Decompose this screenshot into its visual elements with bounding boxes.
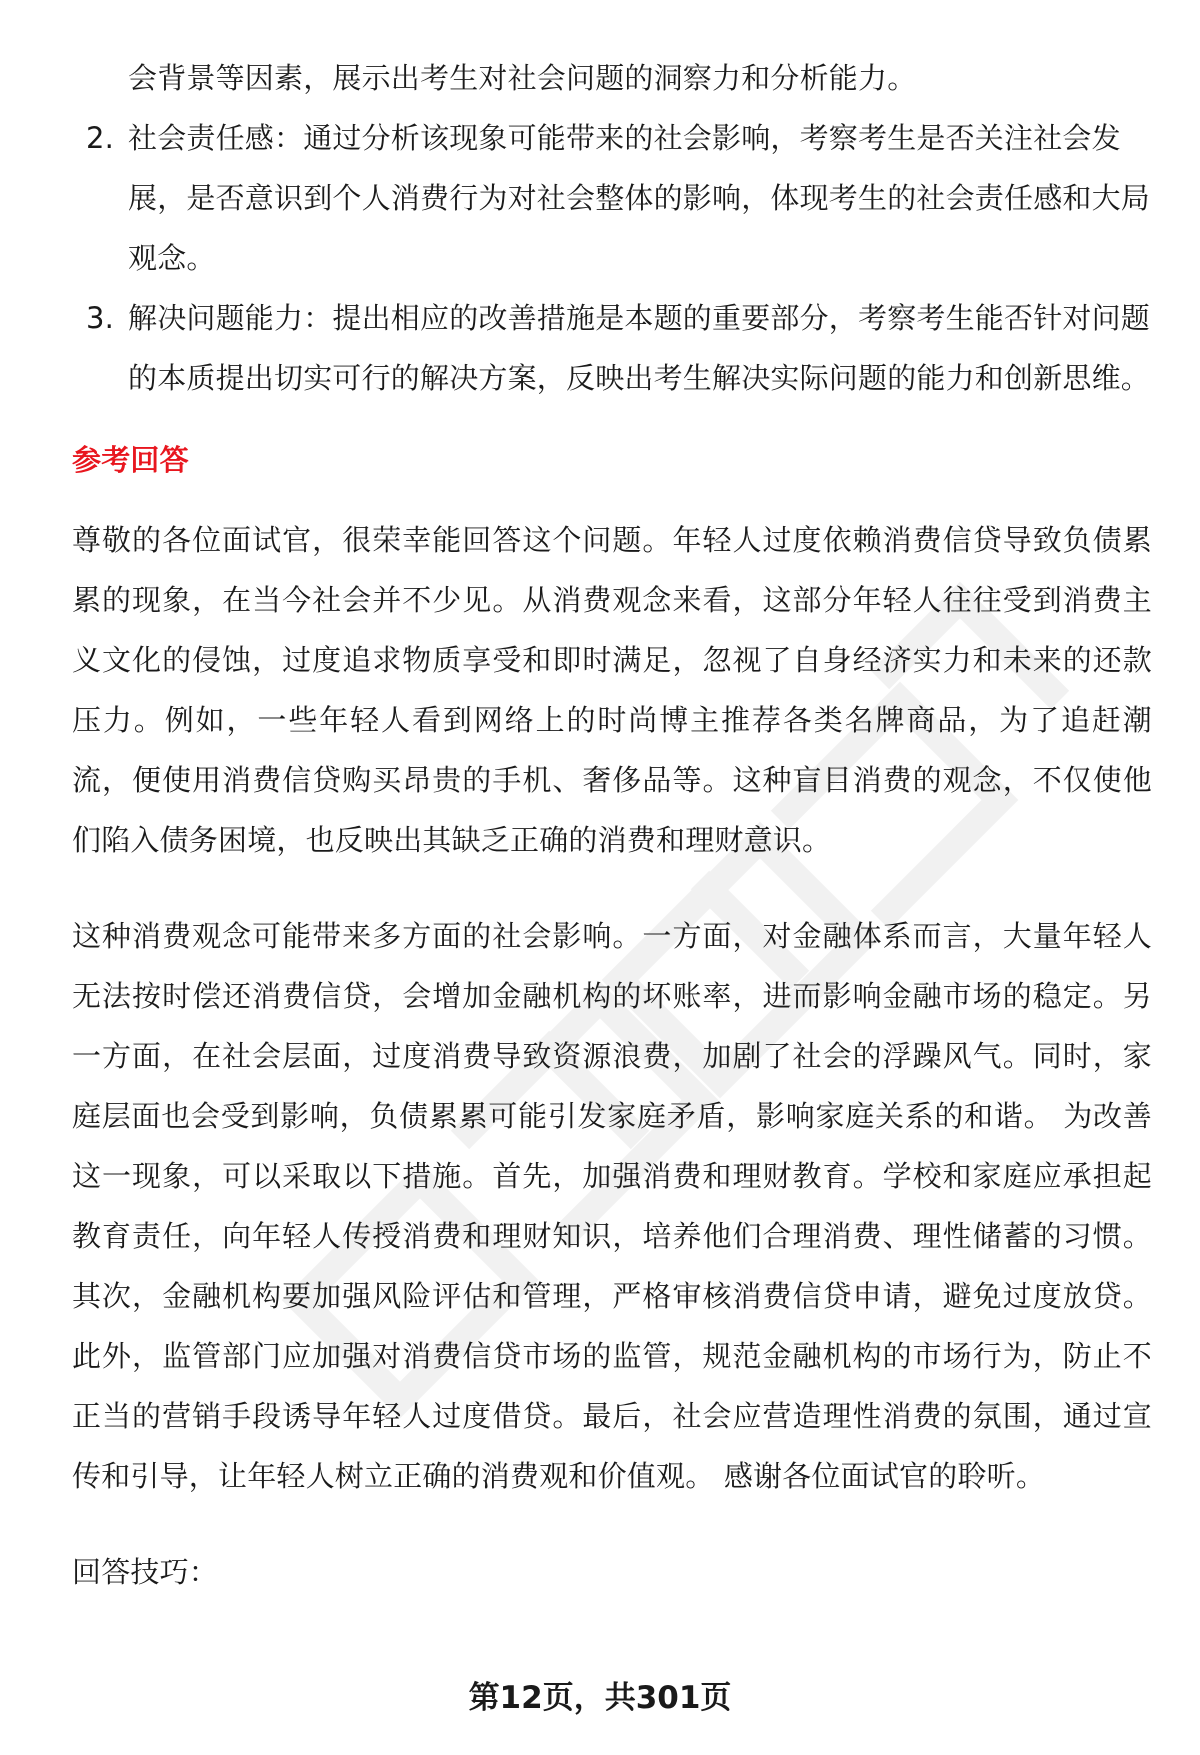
list-item-text: 解决问题能力：提出相应的改善措施是本题的重要部分，考察考生能否针对问题的本质提出切实可行的解决方案，反映出考生解决实际问题的能力和创新思维。	[128, 301, 1151, 395]
tips-label: 回答技巧：	[72, 1555, 219, 1589]
section-heading: 参考回答	[72, 443, 189, 477]
document-body	[72, 48, 1152, 1602]
list-item-text: 社会责任感：通过分析该现象可能带来的社会影响，考察考生是否关注社会发展，是否意识到个人消费行为对社会整体的影响，体现考生的社会责任感和大局观念。	[128, 121, 1151, 275]
list-item	[72, 288, 1152, 408]
list-number: 3.	[86, 301, 115, 335]
criteria-list	[72, 108, 1152, 408]
page-footer: 第12页，共301页	[468, 1680, 732, 1716]
list-item-continuation: 会背景等因素，展示出考生对社会问题的洞察力和分析能力。	[128, 61, 917, 95]
list-number: 2.	[86, 121, 115, 155]
answer-paragraph: 尊敬的各位面试官，很荣幸能回答这个问题。年轻人过度依赖消费信贷导致负债累累的现象，在当今社会并不少见。从消费观念来看，这部分年轻人往往受到消费主义文化的侵蚀，过度追求物质享受和即时满足，忽视了自身经济实力和未来的还款压力。例如，一些年轻人看到网络上的时尚博主推荐各类名牌商品，为了追赶潮流，便使用消费信贷购买昂贵的手机、奢侈品等。这种盲目消费的观念，不仅使他们陷入债务困境，也反映出其缺乏正确的消费和理财意识。	[72, 523, 1152, 857]
answer-paragraph: 这种消费观念可能带来多方面的社会影响。一方面，对金融体系而言，大量年轻人无法按时偿还消费信贷，会增加金融机构的坏账率，进而影响金融市场的稳定。另一方面，在社会层面，过度消费导致资源浪费，加剧了社会的浮躁风气。同时，家庭层面也会受到影响，负债累累可能引发家庭矛盾，影响家庭关系的和谐。 为改善这一现象，可以采取以下措施。首先，加强消费和理财教育。学校和家庭应承担起教育责任，向年轻人传授消费和理财知识，培养他们合理消费、理性储蓄的习惯。其次，金融机构要加强风险评估和管理，严格审核消费信贷申请，避免过度放贷。此外，监管部门应加强对消费信贷市场的监管，规范金融机构的市场行为，防止不正当的营销手段诱导年轻人过度借贷。最后，社会应营造理性消费的氛围，通过宣传和引导，让年轻人树立正确的消费观和价值观。 感谢各位面试官的聆听。	[72, 919, 1152, 1493]
list-item	[72, 108, 1152, 288]
